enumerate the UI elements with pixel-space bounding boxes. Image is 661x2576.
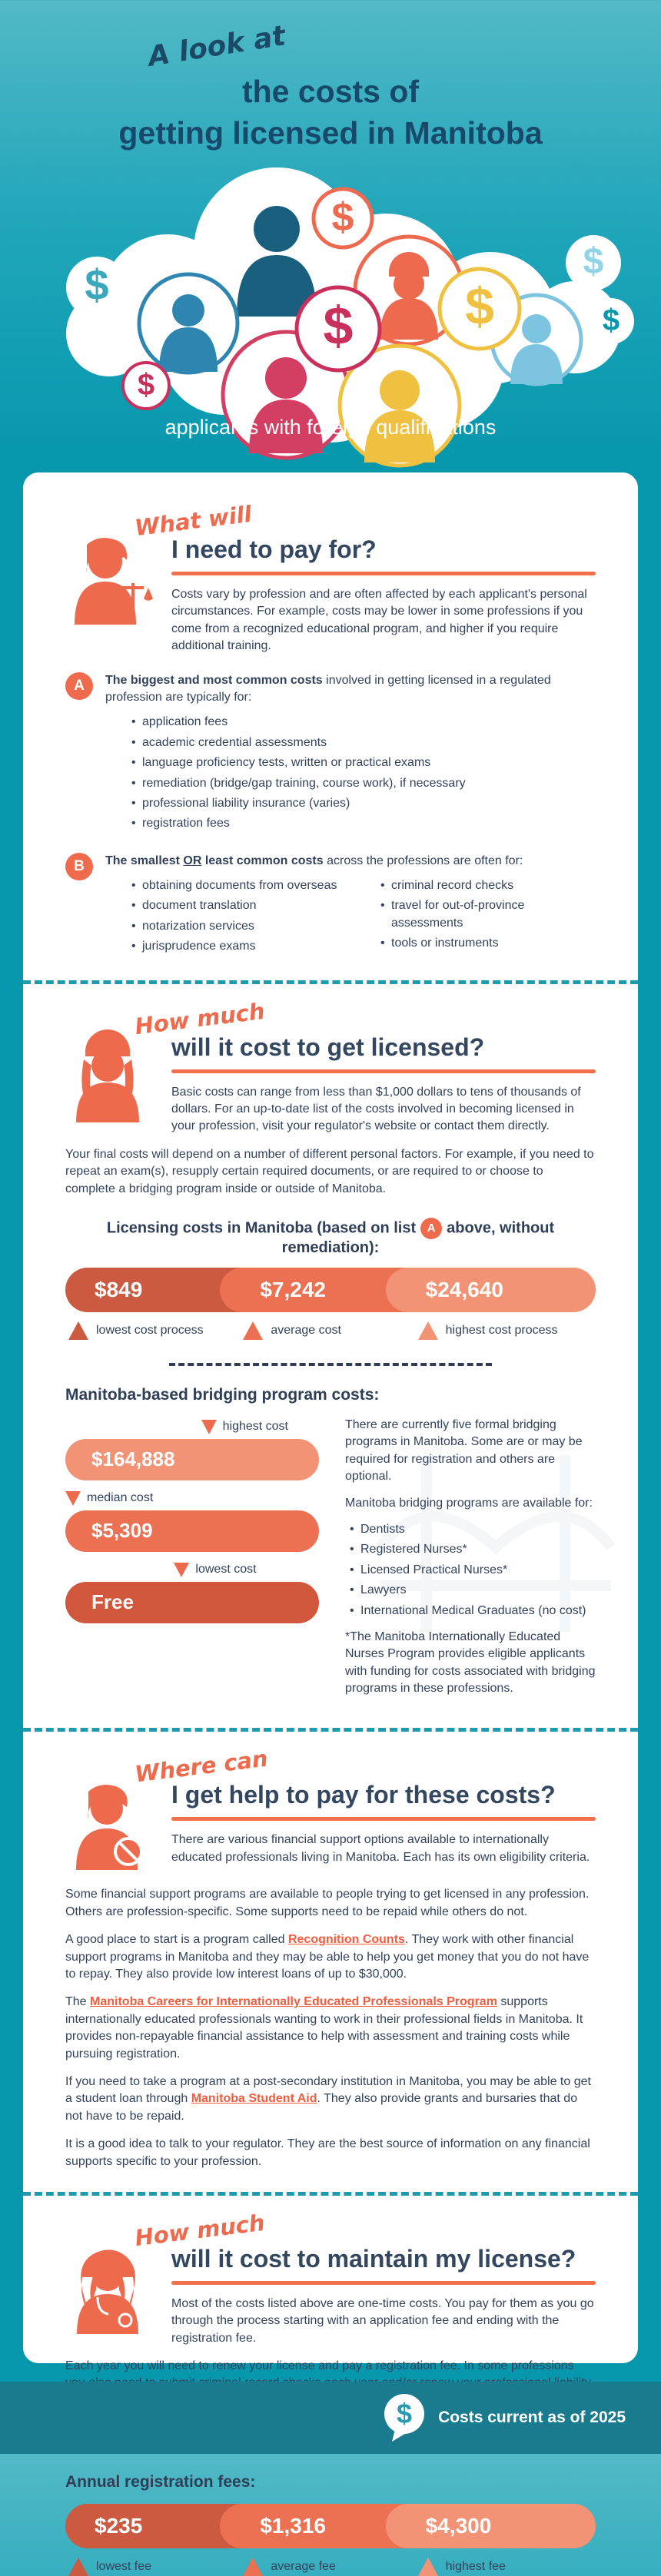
licensing-costs-heading: Licensing costs in Manitoba (based on list A above, without remediation):: [65, 1218, 596, 1257]
list-b-col2: [354, 877, 596, 959]
triangle-light-icon: [418, 2558, 438, 2576]
svg-text:$: $: [583, 241, 604, 282]
section-intro: Costs vary by profession and are often affected by each applicant's personal circumstances. For example, costs may be lower in some professions if you come from a recognized educational program, and higher if you require additional training.: [171, 588, 587, 653]
list-item: • language proficiency tests, written or practical exams: [131, 754, 596, 771]
triangle-dark-icon: [68, 1321, 88, 1340]
bridging-professions-list: [345, 1521, 596, 1620]
section-divider: [23, 1728, 638, 1732]
list-item: • obtaining documents from overseas: [131, 877, 347, 894]
section-intro: Basic costs can range from less than $1,000 dollars to tens of thousands of dollars. For an up-to-date list of the costs involved in becoming licensed in your profession, visit your regulator's website or contact them directly.: [171, 1085, 581, 1133]
svg-text:$: $: [465, 277, 494, 336]
section-cost-to-get-licensed: [65, 997, 596, 1707]
bridging-label-lowest: lowest cost: [65, 1563, 319, 1577]
licensing-cost-legend: lowest cost process average cost highest cost process: [68, 1321, 593, 1340]
bar-segment-average: $7,242: [220, 1268, 430, 1312]
section-what-will-i-pay-for: [65, 500, 596, 959]
svg-text:$: $: [323, 296, 354, 356]
licensing-cost-bar: [65, 1268, 596, 1312]
list-item: • criminal record checks: [380, 877, 596, 894]
help-para3: The Manitoba Careers for Internationally Educated Professionals Program supports internationally educated professionals wanting to work in their professional fields in Manitoba. It provides non-repayable financial assistance to help with assessment and training costs while pursuing registration.: [65, 1995, 583, 2060]
inner-dashed-divider: [169, 1363, 492, 1366]
list-a-block: [65, 672, 596, 836]
bar-segment-highest: $4,300: [386, 2504, 596, 2548]
section-title: I need to pay for?: [171, 535, 377, 563]
svg-text:$: $: [85, 260, 109, 309]
bar-segment-average: $1,316: [220, 2504, 430, 2548]
manitoba-student-aid-link[interactable]: Manitoba Student Aid: [191, 2092, 317, 2106]
section-help-to-pay: [65, 1745, 596, 2170]
help-para2: A good place to start is a program called Recognition Counts. They work with other financial support programs in Manitoba and they may be able to help you get money that you do not have to repay. They also provide low interest loans of up to $30,000.: [65, 1933, 590, 1981]
bridging-label-median: median cost: [65, 1491, 319, 1506]
list-item: • travel for out-of-province assessments: [380, 897, 596, 932]
list-item: • academic credential assessments: [131, 734, 596, 751]
triangle-mid-icon: [243, 1321, 263, 1340]
dollar-bubble-small-magenta-icon: [123, 363, 169, 409]
orange-rule: [171, 1817, 596, 1821]
list-a-lead: The biggest and most common costs involved in getting licensed in a regulated profession are typically for:: [105, 673, 551, 704]
bar-segment-lowest: $849: [65, 1268, 264, 1312]
badge-a: A: [65, 672, 93, 700]
bridging-footnote: *The Manitoba Internationally Educated Nurses Program provides eligible applicants with funding for costs associated with bridging programs in these professions.: [345, 1629, 596, 1696]
section-script: Where can: [133, 1745, 270, 1788]
list-b-col1: [105, 877, 347, 959]
bridging-para2: Manitoba bridging programs are available for:: [345, 1496, 593, 1510]
section-divider: [23, 980, 638, 984]
bridging-costs-heading: Manitoba-based bridging program costs:: [65, 1385, 380, 1404]
bridging-pill-highest: $164,888: [65, 1439, 319, 1480]
maintain-para1: Each year you will need to renew your license and pay a registration fee. In some professions: [65, 2359, 574, 2373]
final-costs-paragraph: Your final costs will depend on a number of different personal factors. For example, if you need to repeat an exam(s), resupply certain required documents, or are required to or choose to complete a bridging program inside or outside of Manitoba.: [65, 1147, 594, 1195]
bridging-label-highest: highest cost: [65, 1420, 319, 1434]
list-item: • Lawyers: [350, 1582, 596, 1599]
annual-fees-bar: [65, 2504, 596, 2548]
section-script: How much: [133, 997, 267, 1039]
list-item: • Dentists: [350, 1521, 596, 1538]
annual-fees-heading: Annual registration fees:: [65, 2473, 256, 2491]
bridging-pill-median: $5,309: [65, 1510, 319, 1552]
orange-rule: [171, 572, 596, 575]
dollar-bubble-lightblue-icon: [566, 235, 621, 290]
dollar-bubble-teal-icon: [66, 257, 128, 318]
list-item: • tools or instruments: [380, 935, 596, 952]
list-item: • notarization services: [131, 918, 347, 935]
triangle-mid-icon: [243, 2558, 263, 2576]
list-b-lead: The smallest OR least common costs across the professions are often for:: [105, 854, 523, 867]
badge-a-inline: A: [420, 1218, 442, 1239]
section-script: What will: [133, 500, 254, 542]
footer-bar: [0, 2382, 661, 2454]
header-illustration: [38, 158, 623, 412]
list-item: • document translation: [131, 897, 347, 914]
recognition-counts-link[interactable]: Recognition Counts: [287, 1933, 405, 1947]
bar-segment-highest: $24,640: [386, 1268, 596, 1312]
list-item: • registration fees: [131, 815, 596, 832]
help-para5: It is a good idea to talk to your regulator. They are the best source of information on any financial supports specific to your profession.: [65, 2137, 590, 2168]
list-item: • application fees: [131, 714, 596, 731]
list-item: • International Medical Graduates (no cost): [350, 1603, 596, 1620]
list-item: • Registered Nurses*: [350, 1541, 596, 1558]
dollar-bubble-yellow-icon: [440, 269, 520, 349]
bar-segment-lowest: $235: [65, 2504, 264, 2548]
dollar-bubble-magenta-icon: [297, 287, 380, 370]
badge-b: B: [65, 853, 93, 880]
svg-text:$: $: [137, 368, 155, 402]
list-item: • Licensed Practical Nurses*: [350, 1562, 596, 1579]
page-title-line2: getting licensed in Manitoba: [118, 115, 543, 151]
section-title: I get help to pay for these costs?: [171, 1781, 556, 1809]
dollar-speech-bubble-icon: [381, 2392, 429, 2443]
triangle-down-icon: [174, 1563, 189, 1577]
mb-careers-program-link[interactable]: Manitoba Careers for Internationally Educated Professionals Program: [90, 1995, 497, 2009]
list-item: • remediation (bridge/gap training, course work), if necessary: [131, 775, 596, 792]
orange-rule: [171, 2281, 596, 2285]
svg-text:$: $: [397, 2398, 413, 2429]
svg-text:$: $: [331, 195, 354, 240]
svg-text:$: $: [602, 303, 620, 337]
orange-rule: [171, 1069, 596, 1073]
annual-fees-legend: lowest fee average fee highest fee: [68, 2558, 593, 2576]
triangle-down-icon: [65, 1491, 81, 1506]
section-title: will it cost to maintain my license?: [171, 2244, 576, 2273]
list-b-block: [65, 853, 596, 959]
help-para4: If you need to take a program at a post-secondary institution in Manitoba, you may be able to get a student loan through Manitoba Student Aid. They also provide grants and bursaries that do not have to be repaid.: [65, 2074, 591, 2123]
bridging-pill-lowest: Free: [65, 1582, 319, 1623]
triangle-light-icon: [418, 1321, 438, 1340]
section-intro: There are various financial support options available to internationally educated professionals living in Manitoba. Each has its own eligibility criteria.: [171, 1833, 590, 1864]
section-script: How much: [133, 2209, 267, 2252]
help-para1: Some financial support programs are available to people trying to get licensed in any profession. Others are profession-specific. Some supports need to be repaid while others do not.: [65, 1888, 590, 1918]
header-script: A look at: [145, 20, 288, 73]
header-subtitle: applicants with foreign qualifications: [164, 416, 497, 439]
dollar-bubble-white-icon: [588, 298, 634, 344]
section-intro: Most of the costs listed above are one-time costs. You pay for them as you go through the process starting with an application fee and ending with the registration fee.: [171, 2296, 594, 2345]
page-title-line1: the costs of: [241, 74, 420, 109]
list-item: • jurisprudence exams: [131, 938, 347, 955]
bridging-para1: There are currently five formal bridging programs in Manitoba. Some are or may be required for registration and others are optional.: [345, 1417, 583, 1484]
triangle-dark-icon: [68, 2558, 88, 2576]
section-divider: [23, 2192, 638, 2196]
section-title: will it cost to get licensed?: [171, 1033, 485, 1061]
dollar-bubble-orange-icon: [314, 189, 372, 247]
list-a-items: [105, 714, 596, 832]
footer-note: Costs current as of 2025: [438, 2409, 626, 2426]
bridging-bars: [65, 1417, 319, 1706]
list-item: • professional liability insurance (varies): [131, 795, 596, 812]
bridging-info: [345, 1417, 596, 1706]
triangle-down-icon: [201, 1420, 217, 1434]
